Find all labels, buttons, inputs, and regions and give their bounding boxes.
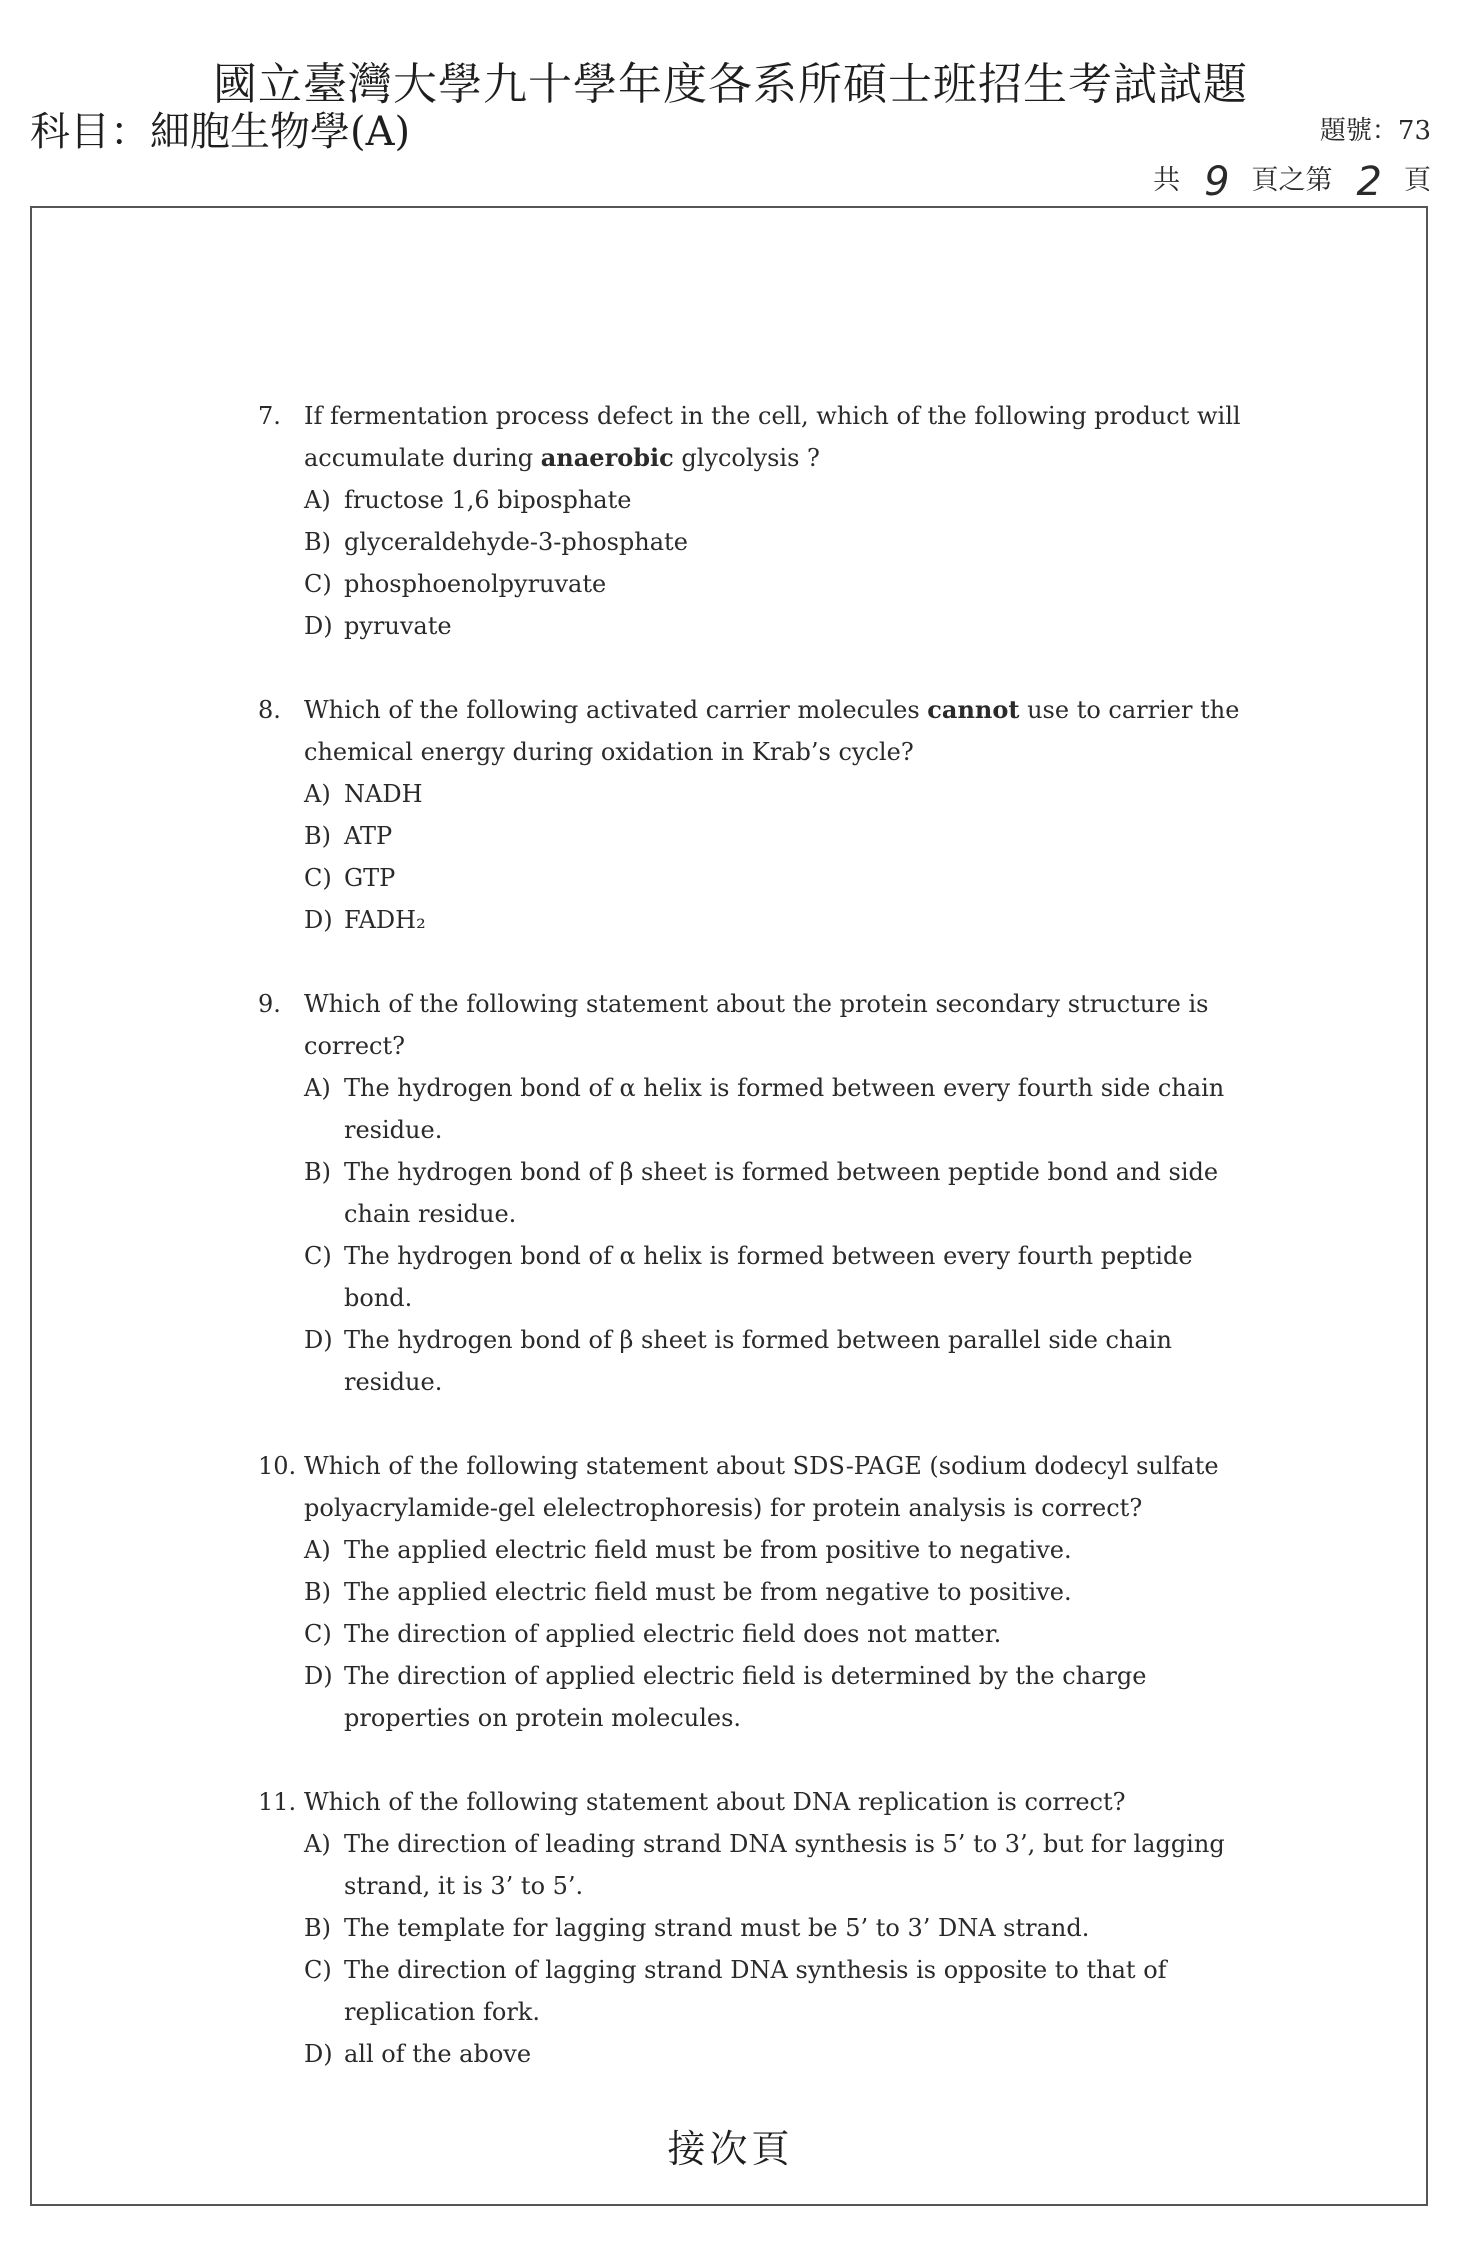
question-stem bbox=[258, 689, 1258, 773]
option-c bbox=[258, 1235, 1258, 1319]
page-current: 2 bbox=[1356, 159, 1382, 205]
question-text bbox=[304, 395, 1258, 479]
continue-next-page: 接次頁 bbox=[667, 2127, 794, 2171]
question-stem bbox=[258, 983, 1258, 1067]
option-label: A) bbox=[304, 1536, 331, 1564]
option-d bbox=[258, 2033, 1258, 2075]
question-number: 7. bbox=[258, 402, 281, 430]
option-text: The direction of applied electric field is determined by the charge properties on protein molecules. bbox=[344, 1662, 1147, 1732]
option-text: The hydrogen bond of α helix is formed between every fourth peptide bond. bbox=[344, 1242, 1193, 1312]
option-text: The hydrogen bond of β sheet is formed between parallel side chain residue. bbox=[344, 1326, 1172, 1396]
option-text: phosphoenolpyruvate bbox=[344, 570, 607, 598]
question-text bbox=[304, 689, 1258, 773]
option-label: B) bbox=[304, 822, 331, 850]
question-text-part: Which of the following statement about DNA replication is correct? bbox=[304, 1788, 1126, 1816]
question-number: 8. bbox=[258, 696, 281, 724]
option-text: glyceraldehyde-3-phosphate bbox=[344, 528, 688, 556]
question-7 bbox=[258, 395, 1258, 647]
question-emphasis: anaerobic bbox=[540, 443, 674, 472]
question-text-part: Which of the following statement about the protein secondary structure is correct? bbox=[304, 990, 1209, 1060]
option-b bbox=[258, 815, 1258, 857]
option-text: NADH bbox=[344, 780, 423, 808]
page-indicator bbox=[1153, 158, 1431, 205]
option-label: C) bbox=[304, 1620, 332, 1648]
option-a bbox=[258, 773, 1258, 815]
option-text: The template for lagging strand must be 5’ to 3’ DNA strand. bbox=[344, 1914, 1090, 1942]
question-number: 9. bbox=[258, 990, 281, 1018]
option-text: The applied electric field must be from positive to negative. bbox=[344, 1536, 1072, 1564]
question-11 bbox=[258, 1781, 1258, 2075]
option-b bbox=[258, 1571, 1258, 1613]
page-total: 9 bbox=[1204, 159, 1230, 205]
question-text bbox=[304, 983, 1258, 1067]
option-label: D) bbox=[304, 2040, 333, 2068]
option-text: pyruvate bbox=[344, 612, 452, 640]
option-d bbox=[258, 605, 1258, 647]
option-a bbox=[258, 1067, 1258, 1151]
option-label: A) bbox=[304, 486, 331, 514]
option-label: C) bbox=[304, 570, 332, 598]
option-label: C) bbox=[304, 1242, 332, 1270]
option-label: D) bbox=[304, 1662, 333, 1690]
option-text: FADH₂ bbox=[344, 906, 426, 934]
option-b bbox=[258, 1907, 1258, 1949]
question-text bbox=[304, 1781, 1258, 1823]
option-text: GTP bbox=[344, 864, 396, 892]
question-text-part: Which of the following activated carrier molecules bbox=[304, 696, 928, 724]
option-text: The direction of lagging strand DNA synthesis is opposite to that of replication fork. bbox=[344, 1956, 1167, 2026]
option-d bbox=[258, 1319, 1258, 1403]
option-text: The applied electric field must be from negative to positive. bbox=[344, 1578, 1072, 1606]
option-d bbox=[258, 899, 1258, 941]
option-label: A) bbox=[304, 780, 331, 808]
option-c bbox=[258, 857, 1258, 899]
option-c bbox=[258, 563, 1258, 605]
question-emphasis: cannot bbox=[927, 695, 1020, 724]
option-d bbox=[258, 1655, 1258, 1739]
option-label: B) bbox=[304, 1914, 331, 1942]
question-stem bbox=[258, 395, 1258, 479]
option-label: C) bbox=[304, 1956, 332, 1984]
option-label: D) bbox=[304, 612, 333, 640]
question-code: 題號：73 bbox=[1319, 116, 1431, 146]
option-text: The hydrogen bond of β sheet is formed between peptide bond and side chain residue. bbox=[344, 1158, 1219, 1228]
option-text: The direction of leading strand DNA synthesis is 5’ to 3’, but for lagging strand, it is 3’ to 5’. bbox=[344, 1830, 1225, 1900]
question-stem bbox=[258, 1445, 1258, 1529]
option-label: D) bbox=[304, 1326, 333, 1354]
page-suffix: 頁 bbox=[1404, 165, 1431, 196]
question-9 bbox=[258, 983, 1258, 1403]
option-label: A) bbox=[304, 1830, 331, 1858]
option-c bbox=[258, 1949, 1258, 2033]
option-label: B) bbox=[304, 528, 331, 556]
question-8 bbox=[258, 689, 1258, 941]
option-text: ATP bbox=[344, 822, 393, 850]
question-text-part: glycolysis ? bbox=[673, 444, 820, 472]
question-10 bbox=[258, 1445, 1258, 1739]
option-label: B) bbox=[304, 1158, 331, 1186]
option-b bbox=[258, 521, 1258, 563]
page-prefix: 共 bbox=[1153, 165, 1181, 196]
option-text: The direction of applied electric field does not matter. bbox=[344, 1620, 1002, 1648]
option-a bbox=[258, 1823, 1258, 1907]
option-label: C) bbox=[304, 864, 332, 892]
exam-title: 國立臺灣大學九十學年度各系所碩士班招生考試試題 bbox=[213, 59, 1248, 110]
question-text-part: If fermentation process defect in the cell, which of the following product will accumulate during bbox=[304, 402, 1241, 472]
option-b bbox=[258, 1151, 1258, 1235]
option-a bbox=[258, 1529, 1258, 1571]
subject-label: 科目：細胞生物學(A) bbox=[30, 109, 411, 155]
option-a bbox=[258, 479, 1258, 521]
page-middle: 頁之第 bbox=[1251, 165, 1333, 196]
question-text bbox=[304, 1445, 1258, 1529]
option-label: A) bbox=[304, 1074, 331, 1102]
question-number: 10. bbox=[258, 1452, 297, 1480]
option-text: fructose 1,6 biposphate bbox=[344, 486, 632, 514]
question-text-part: use to carrier the chemical energy during oxidation in Krab’s cycle? bbox=[304, 696, 1240, 766]
option-label: D) bbox=[304, 906, 333, 934]
question-stem bbox=[258, 1781, 1258, 1823]
question-number: 11. bbox=[258, 1788, 297, 1816]
option-text: all of the above bbox=[344, 2040, 532, 2068]
option-text: The hydrogen bond of α helix is formed between every fourth side chain residue. bbox=[344, 1074, 1225, 1144]
option-label: B) bbox=[304, 1578, 331, 1606]
option-c bbox=[258, 1613, 1258, 1655]
question-list bbox=[258, 395, 1258, 2117]
question-text-part: Which of the following statement about SDS-PAGE (sodium dodecyl sulfate polyacrylamide-gel elelectrophoresis) for protein analysis is correct? bbox=[304, 1452, 1219, 1522]
